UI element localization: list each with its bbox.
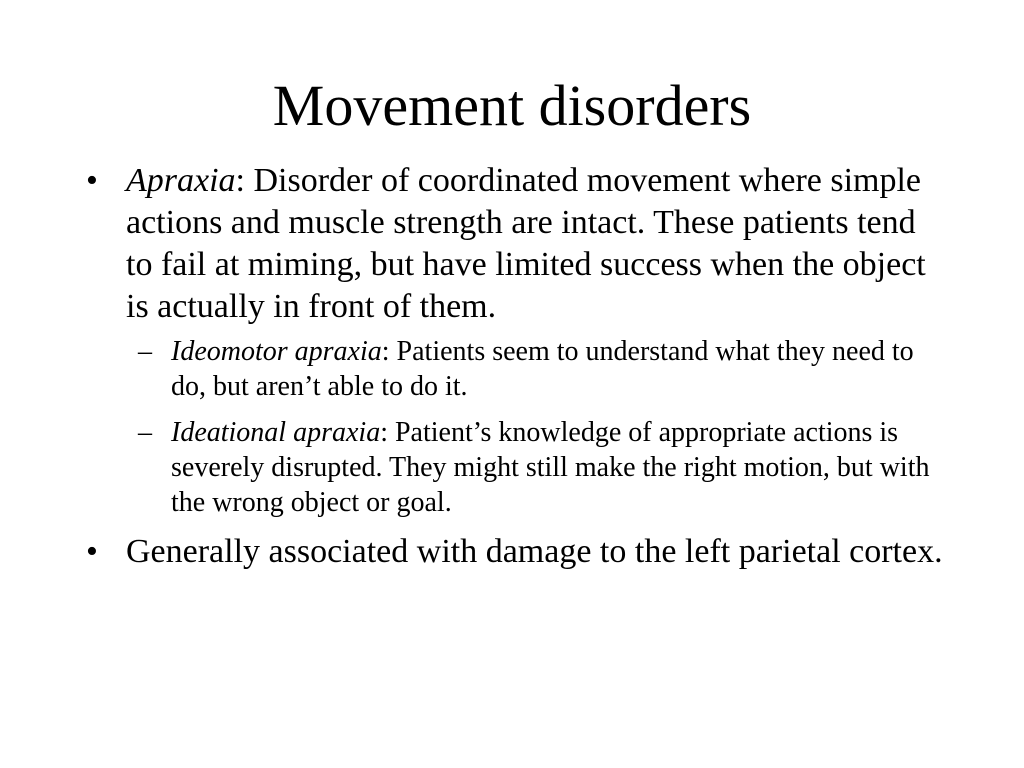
term-apraxia: Apraxia — [126, 162, 236, 199]
ideomotor-definition: Patients seem to understand what they need to do, but aren’t able to do it. — [171, 336, 914, 402]
left-parietal-text: Generally associated with damage to the left parietal cortex. — [126, 533, 943, 570]
term-separator: : — [380, 417, 388, 448]
sub-bullet-marker: – — [138, 336, 152, 367]
ideational-definition: Patient’s knowledge of appropriate actions is severely disrupted. They might still make the right motion, but with the wrong object or goal. — [171, 417, 930, 518]
bullet-marker: • — [86, 533, 98, 570]
term-separator: : — [235, 162, 245, 199]
term-separator: : — [381, 336, 390, 367]
sub-bullet-ideational — [126, 415, 946, 520]
term-ideomotor-apraxia: Ideomotor apraxia — [171, 336, 382, 367]
apraxia-definition: Disorder of coordinated movement where simple actions and muscle strength are intact. These patients tend to fail at miming, but have limited success when the object is actually in front of them. — [126, 162, 926, 325]
bullet-apraxia — [86, 160, 946, 520]
bullet-list — [86, 160, 946, 573]
slide-title: Movement disorders — [272, 73, 752, 138]
term-ideational-apraxia: Ideational apraxia — [171, 417, 381, 448]
sub-bullet-list — [126, 334, 946, 520]
bullet-left-parietal — [86, 531, 946, 573]
sub-bullet-marker: – — [138, 417, 152, 448]
slide-content — [86, 160, 946, 577]
sub-bullet-ideomotor — [126, 334, 946, 404]
bullet-marker: • — [86, 162, 98, 199]
